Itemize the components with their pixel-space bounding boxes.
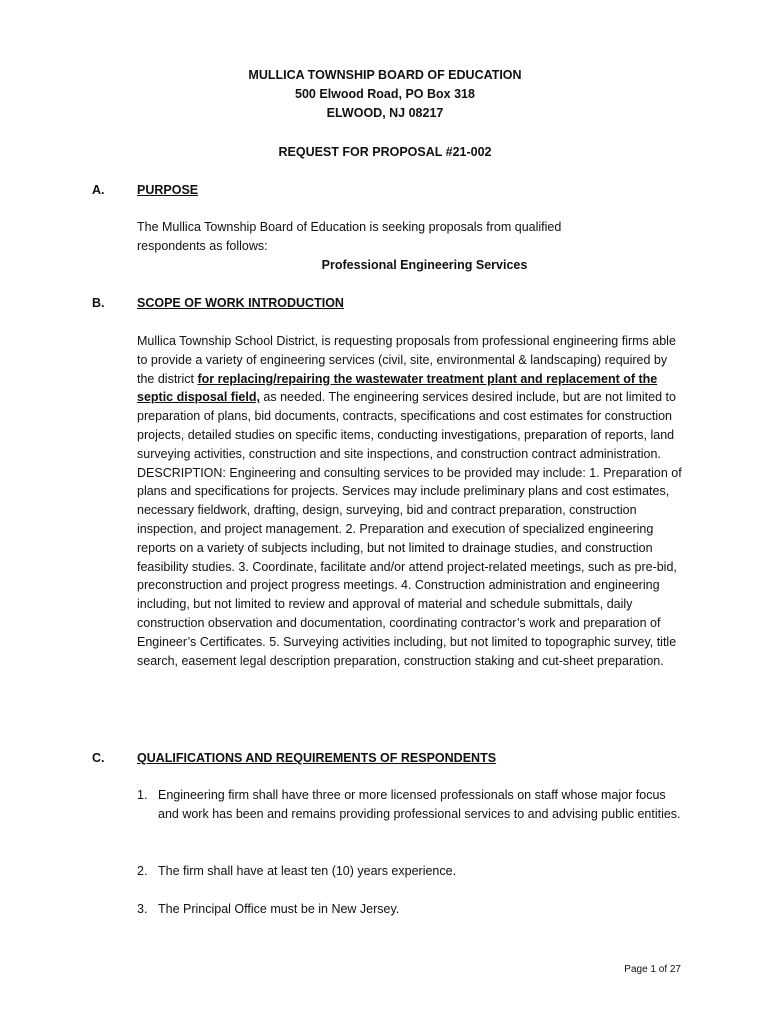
list-item-text: Engineering firm shall have three or more licensed professionals on staff whose major focus and work has been and remains providing professional services to and advising public entities. — [158, 788, 681, 821]
section-b-body-part1: Mullica Township School District, is requesting proposals from professional engineering firms able to provide a variety of engineering services (civil, site, environmental & landscaping) required by the district — [137, 334, 676, 386]
org-address: 500 Elwood Road, PO Box 318 — [295, 87, 475, 101]
section-b-title: SCOPE OF WORK INTRODUCTION — [137, 296, 344, 310]
list-item-number: 3. — [137, 902, 148, 916]
section-b-body-emphasis: for replacing/repairing the wastewater treatment plant and replacement of the septic disposal field, — [137, 371, 658, 405]
section-a-body: The Mullica Township Board of Education is seeking proposals from qualified respondents as follows: — [137, 220, 562, 253]
section-a-title: PURPOSE — [137, 183, 199, 197]
section-b-letter: B. — [92, 296, 105, 310]
letterhead — [0, 66, 770, 123]
list-item — [137, 786, 682, 824]
section-b-body-part2: as needed. The engineering services desired include, but are not limited to preparation of plans, bid documents, contracts, specifications and cost estimates for construction projects, detailed studies on specific items, conducting investigations, preparation of reports, land surveying activities, construction and site inspections, and construction contract administration. DESCRIPTION: Engineering and consulting services to be provided may include: 1. Preparation of plans and specifications for projects. Services may include preliminary plans and cost estimates, necessary fieldwork, drafting, design, surveying, bid and contract preparation, construction inspection, and project management. 2. Preparation and execution of specialized engineering reports on a variety of subjects including, but not limited to drainage studies, and construction feasibility studies. 3. Coordinate, facilitate and/or attend project-related meetings, such as pre-bid, preconstruction and project progress meetings. 4. Construction administration and engineering including, but not limited to review and approval of material and schedule submittals, daily construction observation and documentation, coordinating contractor’s work and preparation of Engineer’s Certificates. 5. Surveying activities including, but not limited to topographic survey, title search, easement legal description preparation, construction staking and cut-sheet preparation. — [137, 390, 682, 668]
page-number: Page 1 of 27 — [624, 964, 681, 975]
rfp-title: REQUEST FOR PROPOSAL #21-002 — [278, 145, 492, 159]
list-item — [137, 900, 682, 919]
section-a-letter: A. — [92, 183, 105, 197]
org-name: MULLICA TOWNSHIP BOARD OF EDUCATION — [248, 68, 522, 82]
list-item-number: 2. — [137, 864, 148, 878]
section-b-body — [137, 332, 682, 670]
section-c-title: QUALIFICATIONS AND REQUIREMENTS OF RESPONDENTS — [137, 751, 497, 765]
list-item-number: 1. — [137, 788, 148, 802]
list-item — [137, 862, 682, 881]
section-c-letter: C. — [92, 751, 105, 765]
list-item-text: The firm shall have at least ten (10) years experience. — [158, 864, 457, 878]
section-a-service: Professional Engineering Services — [321, 258, 528, 272]
org-city: ELWOOD, NJ 08217 — [326, 106, 444, 120]
list-item-text: The Principal Office must be in New Jersey. — [158, 902, 400, 916]
